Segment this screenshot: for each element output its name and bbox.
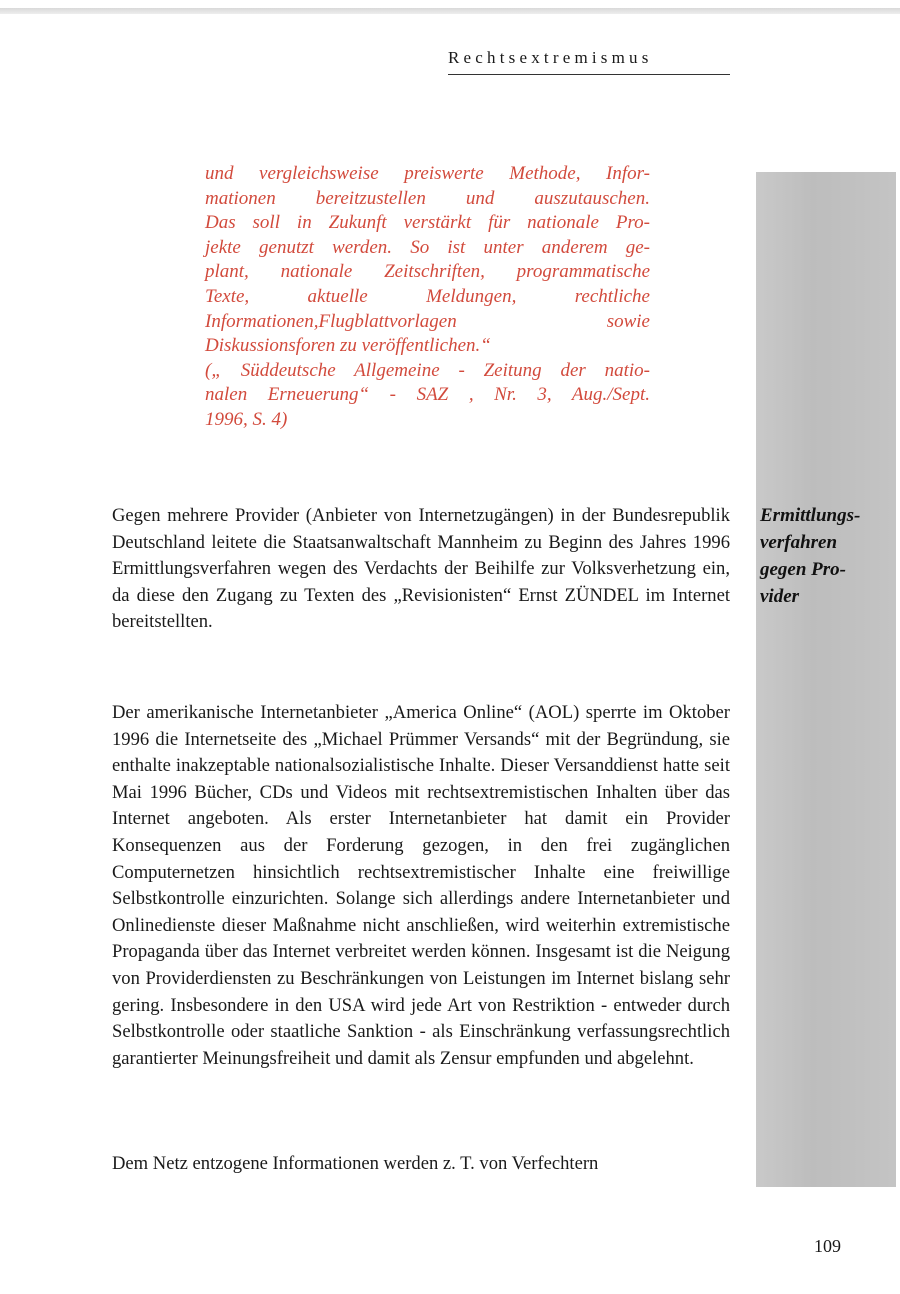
header-rule	[448, 74, 730, 75]
quote-line: Informationen,Flugblattvorlagen sowie	[205, 310, 650, 332]
quote-line: und vergleichsweise preiswerte Methode, Infor-	[205, 163, 650, 184]
block-quote	[205, 162, 650, 433]
quote-line: jekte genutzt werden. So ist unter anderem ge-	[205, 236, 650, 258]
quote-line: plant, nationale Zeitschriften, programmatische	[205, 261, 650, 283]
top-scan-edge	[0, 8, 900, 14]
quote-line: Diskussionsforen zu veröffentlichen.“	[205, 335, 491, 357]
body-paragraph: Der amerikanische Internetanbieter „America Online“ (AOL) sperrte im Oktober 1996 die Internetseite des „Michael Prümmer Versands“ mit der Begründung, sie enthalte inakzeptable nationalsozialistische Inhalte. Dieser Versanddienst hatte seit Mai 1996 Bücher, CDs und Videos mit rechtsextremistischen Inhalten über das Internet angeboten. Als erster Internetanbieter hat damit ein Provider Konsequenzen aus der Forderung gezogen, in den frei zugänglichen Computernetzen hinsichtlich rechtsextremistischer Inhalte eine freiwillige Selbstkontrolle einzurichten. Solange sich allerdings andere Internetanbieter und Onlinedienste dieser Maßnahme nicht anschließen, wird weiterhin extremistische Propaganda über das Internet verbreitet werden können. Insgesamt ist die Neigung von Providerdiensten zu Beschränkungen von Leistungen im Internet bislang sehr gering. Insbesondere in den USA wird jede Art von Restriktion - entweder durch Selbstkontrolle oder staatliche Sanktion - als Einschränkung verfassungsrechtlich garantierter Meinungsfreiheit und damit als Zensur empfunden und abgelehnt.	[112, 702, 730, 1069]
quote-line: Das soll in Zukunft verstärkt für nationale Pro-	[205, 212, 650, 234]
body-paragraph: Gegen mehrere Provider (Anbieter von Internetzugängen) in der Bundesrepublik Deutschland leitete die Staatsanwaltschaft Mannheim zu Beginn des Jahres 1996 Ermittlungsverfahren wegen des Verdachts der Beihilfe zur Volksverhetzung ein, da diese den Zugang zu Texten des „Revisionisten“ Ernst ZÜNDEL im Internet bereitstellten.	[112, 505, 730, 633]
margin-note-heading	[760, 502, 900, 610]
margin-note-line: Ermittlungs-	[760, 505, 861, 526]
quote-line: („ Süddeutsche Allgemeine - Zeitung der natio-	[205, 359, 650, 381]
body-paragraph: Dem Netz entzogene Informationen werden z. T. von Verfechtern	[112, 1153, 599, 1174]
quote-line: 1996, S. 4)	[205, 408, 288, 430]
quote-line: nalen Erneuerung“ - SAZ , Nr. 3, Aug./Sept.	[205, 384, 650, 406]
quote-line: mationen bereitzustellen und auszutauschen.	[205, 187, 650, 209]
page-number: 109	[814, 1236, 841, 1256]
quote-line: Texte, aktuelle Meldungen, rechtliche	[205, 285, 650, 307]
margin-note-line: gegen Pro-	[760, 559, 847, 580]
margin-sidebar-band	[756, 172, 896, 1187]
margin-note-line: vider	[760, 586, 800, 607]
margin-note-line: verfahren	[760, 532, 838, 553]
running-header-title: Rechtsextremismus	[448, 48, 653, 67]
